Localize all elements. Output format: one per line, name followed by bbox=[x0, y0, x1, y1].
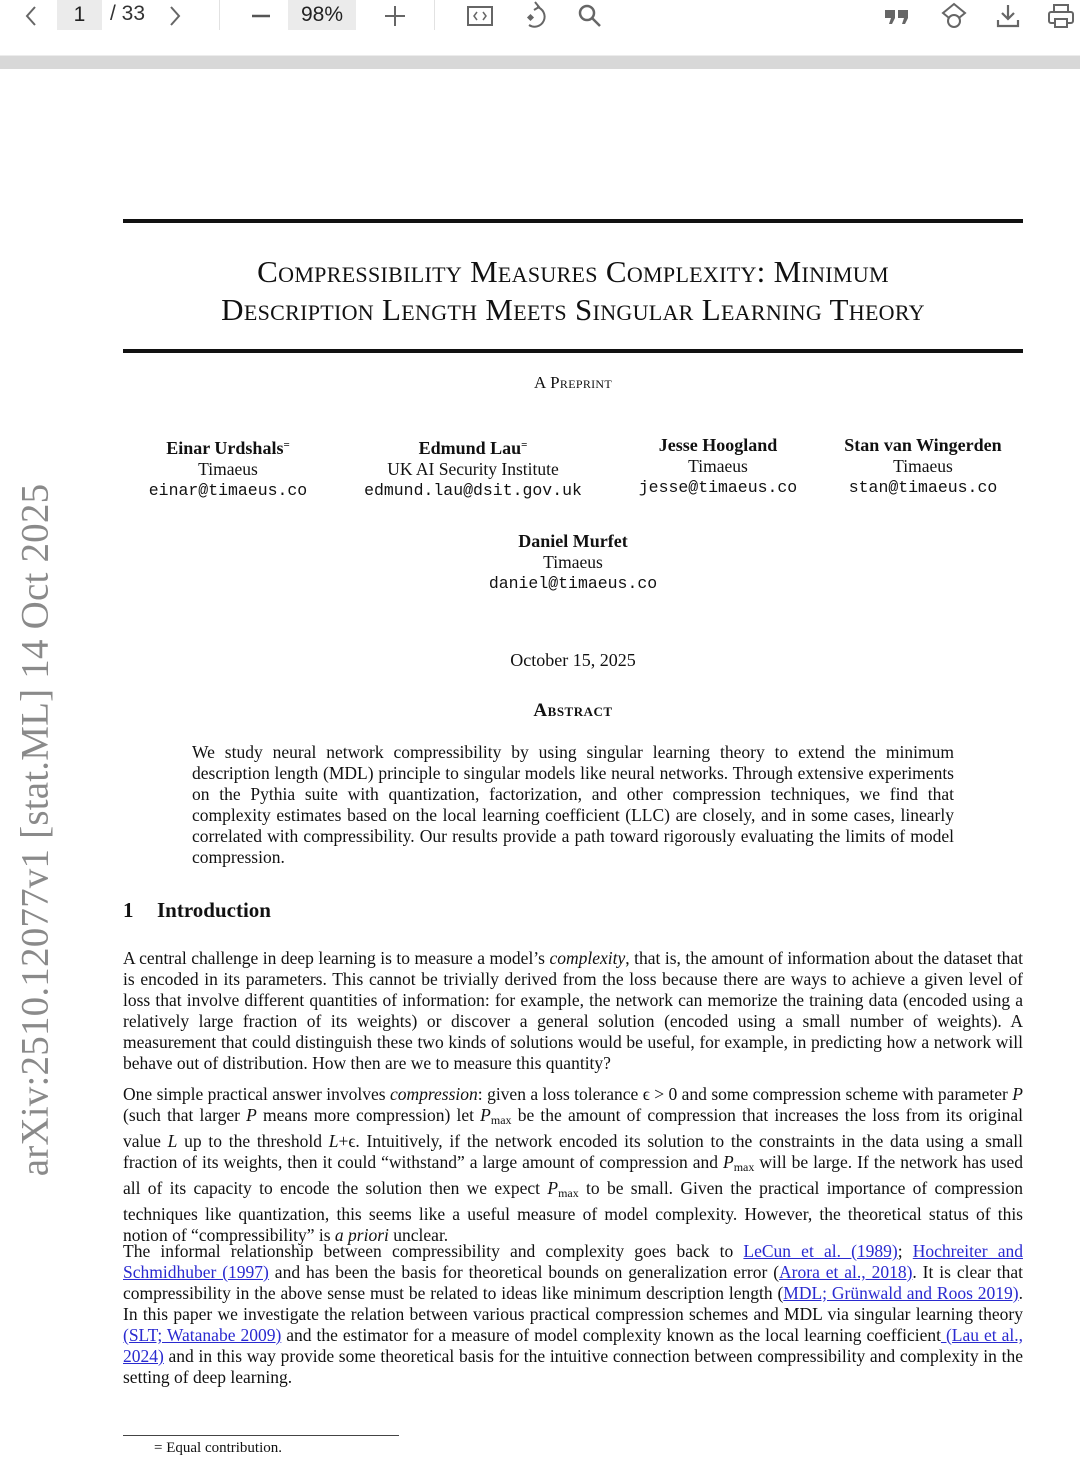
title-line-1: Compressibility Measures Complexity: Minimum bbox=[257, 254, 889, 289]
rotate-icon bbox=[523, 1, 551, 31]
author-affiliation: Timaeus bbox=[543, 552, 603, 572]
next-page-button[interactable] bbox=[162, 2, 188, 30]
citation-link-lecun[interactable]: LeCun et al. (1989) bbox=[743, 1241, 898, 1261]
pdf-toolbar bbox=[0, 0, 1080, 55]
citation-link-watanabe[interactable]: (SLT; Watanabe 2009) bbox=[123, 1325, 282, 1345]
author-email: einar@timaeus.co bbox=[148, 481, 308, 500]
fit-width-icon bbox=[466, 4, 494, 28]
paper-date: October 15, 2025 bbox=[510, 650, 636, 670]
prev-page-button[interactable] bbox=[18, 2, 44, 30]
author-email: stan@timaeus.co bbox=[848, 478, 998, 497]
author-block bbox=[622, 435, 814, 498]
download-icon bbox=[995, 3, 1021, 29]
author-email: daniel@timaeus.co bbox=[488, 574, 658, 593]
emphasis: compression bbox=[389, 1084, 478, 1104]
author-name: Edmund Lau= bbox=[418, 438, 528, 458]
author-name: Einar Urdshals= bbox=[166, 438, 290, 458]
author-name: Jesse Hoogland bbox=[658, 435, 778, 455]
zoom-out-icon bbox=[250, 5, 272, 27]
author-block bbox=[340, 435, 606, 501]
scholar-icon bbox=[940, 1, 968, 31]
page-total: / 33 bbox=[110, 2, 146, 25]
author-email: jesse@timaeus.co bbox=[638, 478, 798, 497]
author-email: edmund.lau@dsit.gov.uk bbox=[364, 481, 582, 500]
section-heading bbox=[123, 898, 271, 923]
author-affiliation: UK AI Security Institute bbox=[387, 459, 559, 479]
print-icon bbox=[1047, 2, 1075, 30]
zoom-out-button[interactable] bbox=[246, 2, 276, 30]
cite-button[interactable] bbox=[882, 2, 912, 30]
rotate-button[interactable] bbox=[520, 0, 554, 32]
chevron-left-icon bbox=[24, 5, 38, 27]
intro-paragraph-1: A central challenge in deep learning is to measure a model’s complexity, that is, the amount of information about the dataset that is encoded in its parameters. This cannot be trivially derived from the loss because there are ways to achieve a given level of loss that involve different quantities of information: for example, the network can memorize the training data (encoded using a relatively large fraction of its weights) or discover a general solution (encoded using a small number of weights). A measurement that could distinguish these two kinds of solutions would be useful, for example, in predicting how a network will behave out of distribution. How then are we to measure this quantity? bbox=[123, 948, 1023, 1073]
zoom-in-button[interactable] bbox=[380, 2, 410, 30]
scholar-button[interactable] bbox=[938, 0, 970, 32]
section-number: 1 bbox=[123, 898, 134, 922]
emphasis: a priori bbox=[334, 1225, 389, 1245]
author-name: Daniel Murfet bbox=[518, 531, 628, 551]
toolbar-divider bbox=[219, 0, 220, 30]
citation-link-hochreiter[interactable]: Hochreiter and Schmidhuber (1997) bbox=[123, 1241, 1023, 1282]
toolbar-divider bbox=[434, 0, 435, 30]
zoom-level-input[interactable]: 98% bbox=[288, 0, 356, 30]
title-rule-top bbox=[123, 219, 1023, 223]
author-block bbox=[830, 435, 1016, 498]
footnote-rule bbox=[123, 1435, 399, 1436]
abstract-text: We study neural network compressibility by using singular learning theory to extend the minimum description length (MDL) principle to singular models like neural networks. Through extensive experiments on the Pythia suite with quantization, factorization, and other compression techniques, we find that complexity estimates based on the local learning coefficient (LLC) are closely, and in some cases, linearly correlated with compressibility. Our results provide a path toward rigorously evaluating the limits of model compression. bbox=[192, 742, 954, 867]
footnote-equal-contribution: = Equal contribution. bbox=[154, 1440, 283, 1456]
title-rule-bottom bbox=[123, 349, 1023, 353]
intro-paragraph-2: One simple practical answer involves compression: given a loss tolerance ϵ > 0 and some compression scheme with parameter P (such that larger P means more compression) let $P_{max}$ be the amount of compression that increases the loss from its original value L up to the threshold L+ϵ. Intuitively, if the network encoded its solution to the constraints in the data using a small fraction of its weights, then it could “withstand” a large amount of compression and $P_{max}$ will be large. If the network has used all of its capacity to encode the solution then we expect $P_{max}$ to be small. Given the practical importance of compression techniques like quantization, this seems like a useful measure of model complexity. However, the theoretical status of this notion of “compressibility” is a priori unclear. bbox=[123, 1084, 1023, 1245]
viewer-background bbox=[0, 55, 1080, 69]
title-line-2: Description Length Meets Singular Learning Theory bbox=[221, 292, 925, 327]
author-block bbox=[128, 435, 328, 501]
equal-contribution-mark: = bbox=[521, 439, 528, 451]
page-number-input[interactable]: 1 bbox=[57, 0, 102, 30]
print-button[interactable] bbox=[1044, 0, 1078, 32]
chevron-right-icon bbox=[168, 5, 182, 27]
zoom-in-icon bbox=[383, 4, 407, 28]
abstract-heading: Abstract bbox=[533, 700, 613, 721]
citation-link-grunwald[interactable]: MDL; Grünwald and Roos 2019) bbox=[783, 1283, 1019, 1303]
author-block bbox=[460, 531, 686, 594]
author-affiliation: Timaeus bbox=[688, 456, 748, 476]
preprint-label: A Preprint bbox=[533, 373, 613, 392]
intro-paragraph-3: The informal relationship between compressibility and complexity goes back to LeCun et al. (1989); Hochreiter and Schmidhuber (1997) and has been the basis for theoretical bounds on generalization error (Arora et al., 2018). It is clear that compressibility in the above sense must be related to ideas like minimum description length (MDL; Grünwald and Roos 2019). In this paper we investigate the relation between various practical compression schemes and MDL via singular learning theory (SLT; Watanabe 2009) and the estimator for a measure of model complexity known as the local learning coefficient (Lau et al., 2024) and in this way provide some theoretical basis for the intuitive connection between compressibility and complexity in the setting of deep learning. bbox=[123, 1241, 1023, 1387]
search-button[interactable] bbox=[574, 0, 606, 32]
section-title: Introduction bbox=[157, 898, 271, 922]
search-icon bbox=[577, 3, 603, 29]
cite-quote-icon bbox=[884, 6, 910, 26]
author-affiliation: Timaeus bbox=[893, 456, 953, 476]
arxiv-stamp: arXiv:2510.12077v1 [stat.ML] 14 Oct 2025 bbox=[13, 483, 57, 1177]
citation-link-arora[interactable]: Arora et al., 2018) bbox=[779, 1262, 913, 1282]
author-name: Stan van Wingerden bbox=[844, 435, 1002, 455]
paper-title bbox=[123, 253, 1023, 329]
citation-link-lau[interactable]: (Lau et al., 2024) bbox=[123, 1325, 1023, 1366]
emphasis: complexity bbox=[549, 948, 626, 968]
fit-page-button[interactable] bbox=[462, 2, 498, 30]
equal-contribution-mark: = bbox=[283, 439, 290, 451]
download-button[interactable] bbox=[992, 0, 1024, 32]
author-affiliation: Timaeus bbox=[198, 459, 258, 479]
